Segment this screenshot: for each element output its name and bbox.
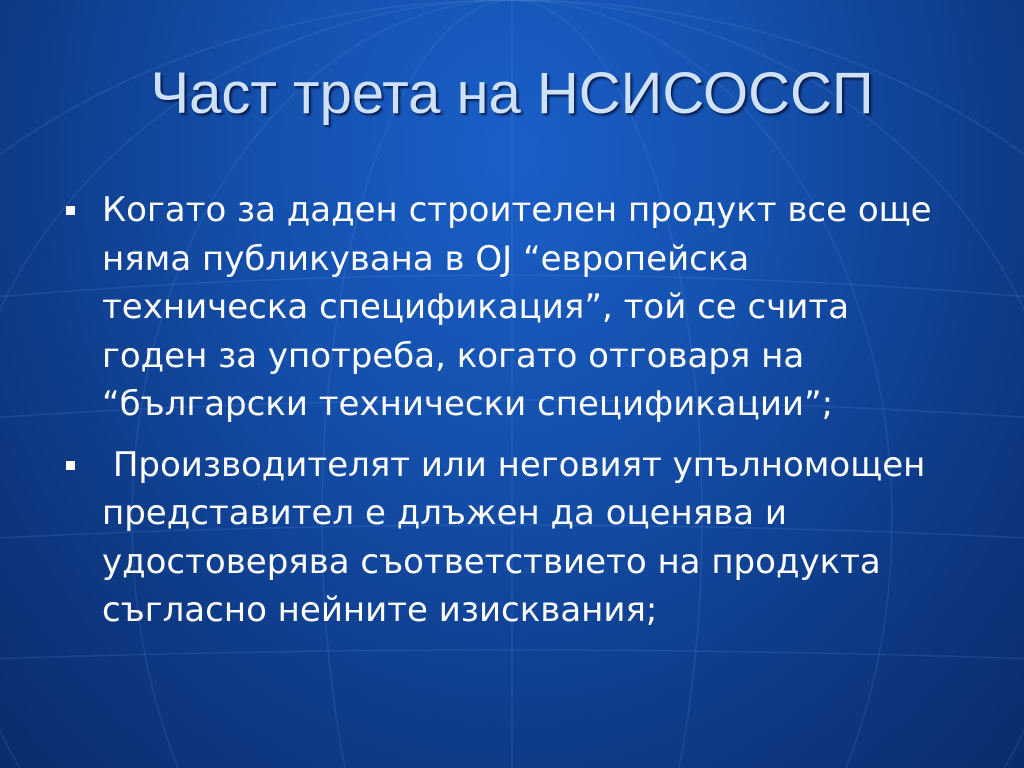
bullet-text: Когато за даден строителен продукт все още няма публикувана в OJ “европейска техническа спецификация”, той се счита годен за употреба, когато отговаря на “български технически спецификации”;: [102, 190, 943, 424]
square-bullet-icon: [66, 206, 75, 215]
bullet-item: [60, 186, 960, 429]
slide-title: Част трета на НСИСОССП: [150, 61, 874, 126]
bullet-list: [60, 186, 960, 647]
bullet-text: Производителят или неговият упълномощен представител е длъжен да оценява и удостоверява съответствието на продукта съгласно нейните изисквания;: [102, 444, 937, 630]
bullet-item: [60, 441, 960, 635]
square-bullet-icon: [66, 461, 75, 470]
